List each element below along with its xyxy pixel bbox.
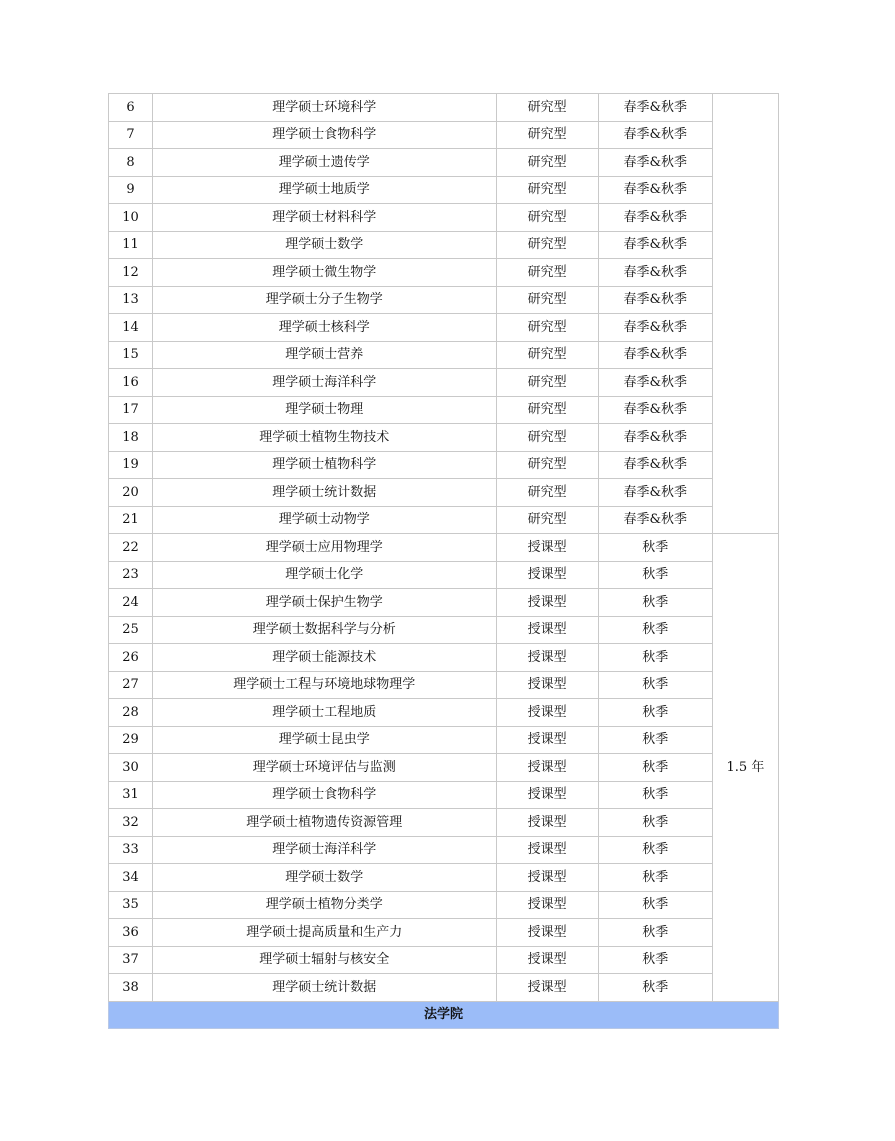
intake-season: 春季&秋季 (598, 341, 712, 369)
program-name: 理学硕士植物科学 (153, 451, 497, 479)
intake-season: 秋季 (598, 589, 712, 617)
program-name: 理学硕士海洋科学 (153, 836, 497, 864)
intake-season: 春季&秋季 (598, 176, 712, 204)
program-table (108, 93, 779, 1029)
program-number: 30 (109, 754, 153, 782)
intake-season: 春季&秋季 (598, 259, 712, 287)
program-number: 36 (109, 919, 153, 947)
intake-season: 秋季 (598, 809, 712, 837)
table-row (109, 589, 779, 617)
intake-season: 春季&秋季 (598, 424, 712, 452)
intake-season: 秋季 (598, 891, 712, 919)
table-row (109, 396, 779, 424)
program-type: 研究型 (496, 369, 598, 397)
program-name: 理学硕士遗传学 (153, 149, 497, 177)
intake-season: 春季&秋季 (598, 314, 712, 342)
program-number: 16 (109, 369, 153, 397)
program-number: 25 (109, 616, 153, 644)
table-row (109, 836, 779, 864)
table-row (109, 946, 779, 974)
table-row (109, 726, 779, 754)
program-type: 研究型 (496, 506, 598, 534)
intake-season: 秋季 (598, 836, 712, 864)
table-row (109, 561, 779, 589)
intake-season: 秋季 (598, 671, 712, 699)
table-row (109, 919, 779, 947)
program-number: 31 (109, 781, 153, 809)
program-type: 授课型 (496, 561, 598, 589)
intake-season: 秋季 (598, 781, 712, 809)
program-type: 授课型 (496, 644, 598, 672)
program-type: 研究型 (496, 176, 598, 204)
program-type: 授课型 (496, 781, 598, 809)
program-type: 授课型 (496, 809, 598, 837)
program-name: 理学硕士微生物学 (153, 259, 497, 287)
program-name: 理学硕士提高质量和生产力 (153, 919, 497, 947)
program-number: 7 (109, 121, 153, 149)
program-name: 理学硕士工程与环境地球物理学 (153, 671, 497, 699)
table-row (109, 259, 779, 287)
table-row (109, 754, 779, 782)
program-type: 授课型 (496, 891, 598, 919)
program-type: 研究型 (496, 231, 598, 259)
table-row (109, 94, 779, 122)
table-row (109, 204, 779, 232)
program-type: 研究型 (496, 396, 598, 424)
program-type: 研究型 (496, 479, 598, 507)
intake-season: 秋季 (598, 946, 712, 974)
table-row (109, 671, 779, 699)
program-name: 理学硕士食物科学 (153, 121, 497, 149)
program-name: 理学硕士环境科学 (153, 94, 497, 122)
program-name: 理学硕士植物分类学 (153, 891, 497, 919)
program-number: 38 (109, 974, 153, 1002)
program-name: 理学硕士能源技术 (153, 644, 497, 672)
intake-season: 秋季 (598, 754, 712, 782)
table-row (109, 974, 779, 1002)
program-number: 6 (109, 94, 153, 122)
table-row (109, 424, 779, 452)
program-name: 理学硕士昆虫学 (153, 726, 497, 754)
faculty-header-row (109, 1001, 779, 1028)
program-name: 理学硕士海洋科学 (153, 369, 497, 397)
intake-season: 秋季 (598, 726, 712, 754)
program-number: 24 (109, 589, 153, 617)
intake-season: 秋季 (598, 864, 712, 892)
intake-season: 秋季 (598, 644, 712, 672)
program-number: 20 (109, 479, 153, 507)
table-row (109, 314, 779, 342)
intake-season: 春季&秋季 (598, 479, 712, 507)
program-name: 理学硕士地质学 (153, 176, 497, 204)
program-number: 11 (109, 231, 153, 259)
intake-season: 秋季 (598, 919, 712, 947)
program-number: 14 (109, 314, 153, 342)
program-name: 理学硕士化学 (153, 561, 497, 589)
table-row (109, 231, 779, 259)
table-row (109, 341, 779, 369)
program-name: 理学硕士辐射与核安全 (153, 946, 497, 974)
program-type: 研究型 (496, 286, 598, 314)
program-number: 21 (109, 506, 153, 534)
program-name: 理学硕士数据科学与分析 (153, 616, 497, 644)
intake-season: 秋季 (598, 974, 712, 1002)
table-row (109, 286, 779, 314)
program-type: 授课型 (496, 754, 598, 782)
program-type: 研究型 (496, 451, 598, 479)
program-number: 35 (109, 891, 153, 919)
program-number: 22 (109, 534, 153, 562)
program-name: 理学硕士统计数据 (153, 974, 497, 1002)
program-name: 理学硕士环境评估与监测 (153, 754, 497, 782)
program-number: 29 (109, 726, 153, 754)
table-row (109, 699, 779, 727)
program-number: 9 (109, 176, 153, 204)
intake-season: 春季&秋季 (598, 451, 712, 479)
program-number: 37 (109, 946, 153, 974)
program-type: 授课型 (496, 589, 598, 617)
intake-season: 春季&秋季 (598, 396, 712, 424)
program-name: 理学硕士统计数据 (153, 479, 497, 507)
program-number: 26 (109, 644, 153, 672)
program-type: 研究型 (496, 94, 598, 122)
table-row (109, 644, 779, 672)
program-number: 19 (109, 451, 153, 479)
program-number: 23 (109, 561, 153, 589)
table-row (109, 176, 779, 204)
study-duration: 1.5 年 (712, 534, 778, 1002)
program-type: 研究型 (496, 121, 598, 149)
program-name: 理学硕士核科学 (153, 314, 497, 342)
program-type: 授课型 (496, 616, 598, 644)
table-row (109, 121, 779, 149)
program-name: 理学硕士应用物理学 (153, 534, 497, 562)
program-name: 理学硕士动物学 (153, 506, 497, 534)
table-row (109, 809, 779, 837)
program-type: 研究型 (496, 341, 598, 369)
table-row (109, 479, 779, 507)
program-number: 17 (109, 396, 153, 424)
program-type: 研究型 (496, 259, 598, 287)
intake-season: 秋季 (598, 561, 712, 589)
table-row (109, 534, 779, 562)
faculty-header: 法学院 (109, 1001, 779, 1028)
intake-season: 秋季 (598, 616, 712, 644)
program-type: 研究型 (496, 424, 598, 452)
program-number: 13 (109, 286, 153, 314)
table-row (109, 616, 779, 644)
program-type: 授课型 (496, 534, 598, 562)
program-number: 32 (109, 809, 153, 837)
study-duration (712, 94, 778, 534)
program-number: 15 (109, 341, 153, 369)
intake-season: 秋季 (598, 699, 712, 727)
intake-season: 春季&秋季 (598, 369, 712, 397)
table-row (109, 506, 779, 534)
intake-season: 秋季 (598, 534, 712, 562)
program-type: 授课型 (496, 946, 598, 974)
intake-season: 春季&秋季 (598, 94, 712, 122)
intake-season: 春季&秋季 (598, 149, 712, 177)
program-name: 理学硕士工程地质 (153, 699, 497, 727)
table-row (109, 369, 779, 397)
program-number: 33 (109, 836, 153, 864)
program-type: 授课型 (496, 671, 598, 699)
program-number: 12 (109, 259, 153, 287)
table-row (109, 891, 779, 919)
program-number: 8 (109, 149, 153, 177)
program-type: 授课型 (496, 699, 598, 727)
intake-season: 春季&秋季 (598, 121, 712, 149)
program-number: 10 (109, 204, 153, 232)
intake-season: 春季&秋季 (598, 231, 712, 259)
program-name: 理学硕士材料科学 (153, 204, 497, 232)
program-type: 授课型 (496, 974, 598, 1002)
intake-season: 春季&秋季 (598, 506, 712, 534)
program-name: 理学硕士食物科学 (153, 781, 497, 809)
intake-season: 春季&秋季 (598, 204, 712, 232)
program-number: 18 (109, 424, 153, 452)
intake-season: 春季&秋季 (598, 286, 712, 314)
program-number: 27 (109, 671, 153, 699)
program-name: 理学硕士分子生物学 (153, 286, 497, 314)
program-name: 理学硕士植物生物技术 (153, 424, 497, 452)
program-number: 34 (109, 864, 153, 892)
table-row (109, 149, 779, 177)
program-type: 研究型 (496, 314, 598, 342)
table-row (109, 864, 779, 892)
program-name: 理学硕士植物遗传资源管理 (153, 809, 497, 837)
program-name: 理学硕士数学 (153, 864, 497, 892)
table-row (109, 781, 779, 809)
program-type: 授课型 (496, 919, 598, 947)
program-name: 理学硕士营养 (153, 341, 497, 369)
program-type: 研究型 (496, 204, 598, 232)
program-name: 理学硕士数学 (153, 231, 497, 259)
program-name: 理学硕士物理 (153, 396, 497, 424)
program-type: 授课型 (496, 726, 598, 754)
program-table-body (109, 94, 779, 1029)
program-type: 研究型 (496, 149, 598, 177)
table-row (109, 451, 779, 479)
program-number: 28 (109, 699, 153, 727)
program-type: 授课型 (496, 836, 598, 864)
program-name: 理学硕士保护生物学 (153, 589, 497, 617)
program-type: 授课型 (496, 864, 598, 892)
